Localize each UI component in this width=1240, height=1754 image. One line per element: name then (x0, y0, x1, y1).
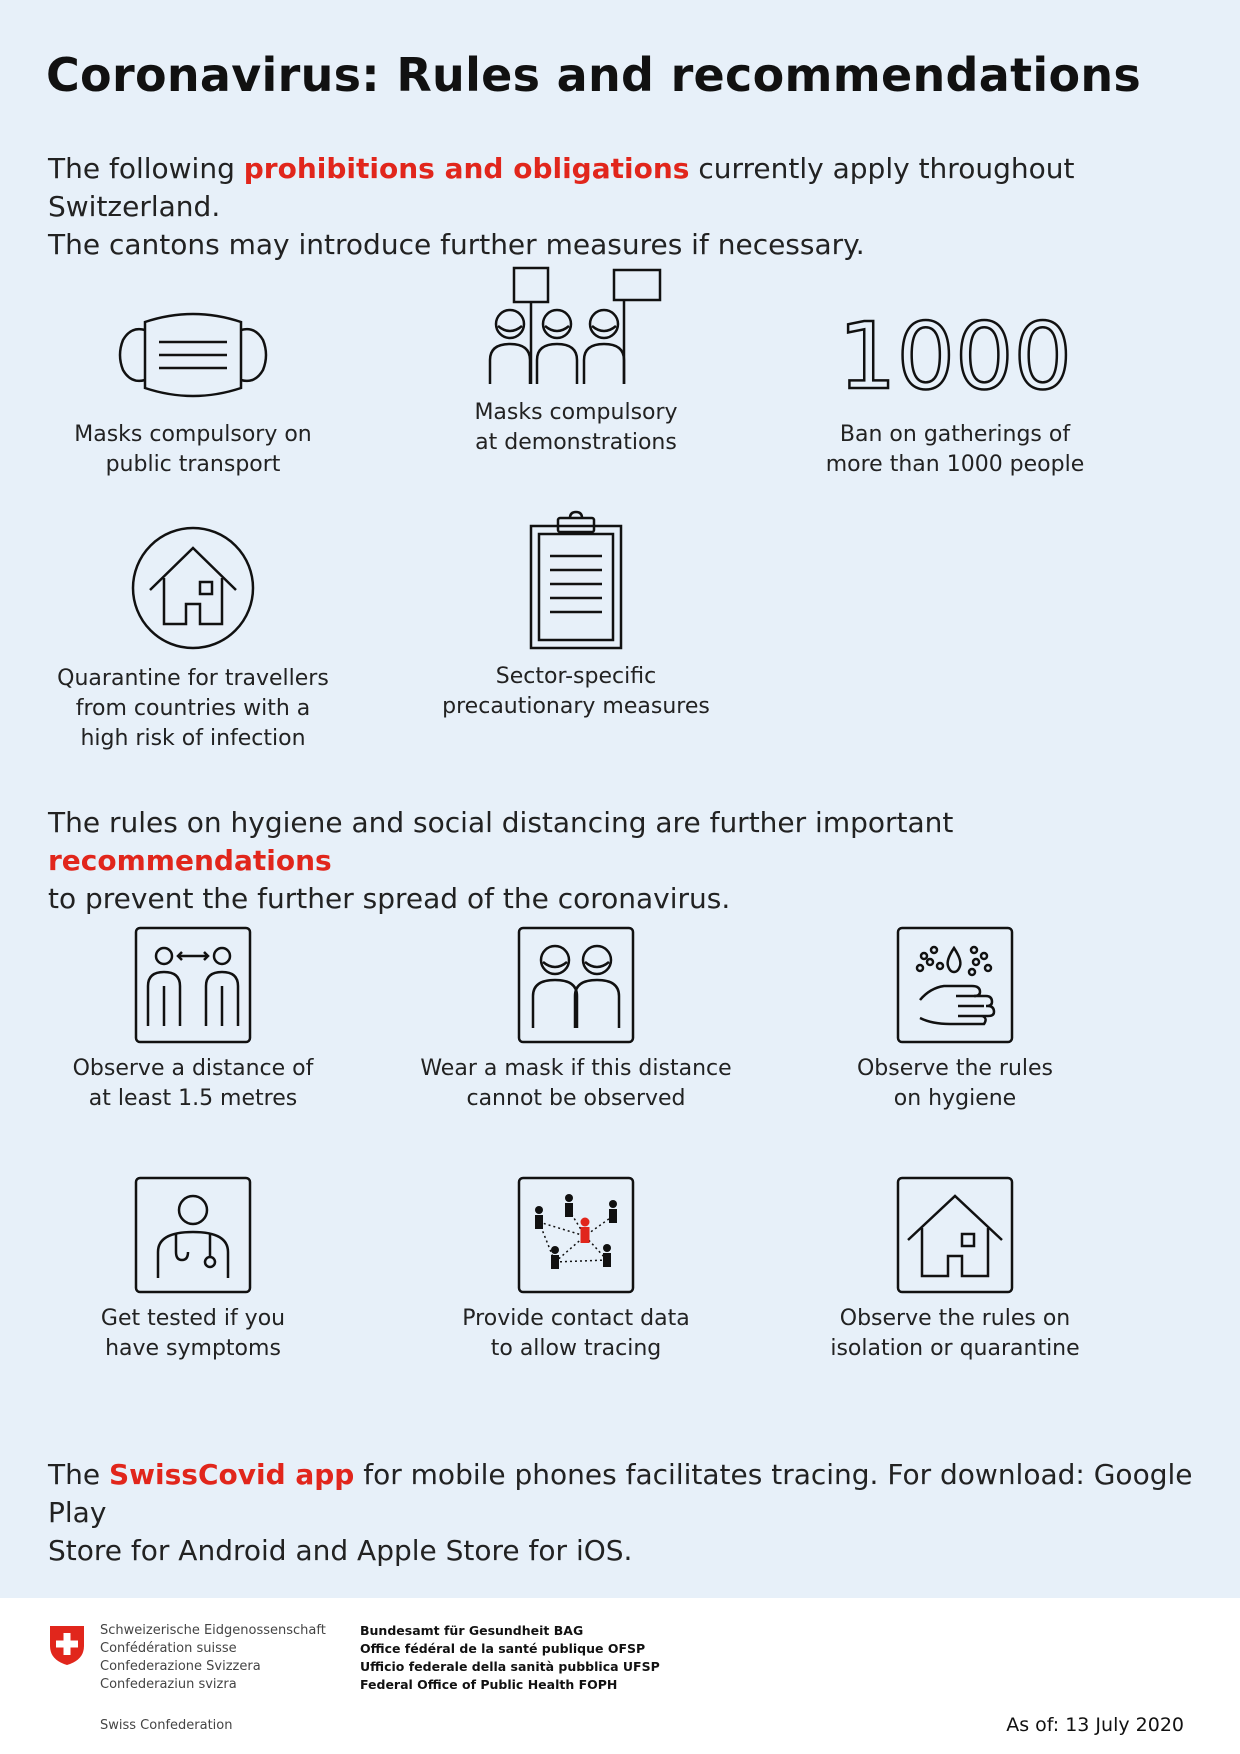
number-1000-icon (837, 300, 1073, 410)
office-names (360, 1622, 660, 1694)
office-it: Ufficio federale della sanità pubblica UFSP (360, 1659, 660, 1674)
confederation-it: Confederazione Svizzera (100, 1659, 261, 1674)
rec-text-1: The rules on hygiene and social distancing are further important (48, 806, 954, 839)
rule-sector-measures (416, 512, 736, 722)
rule-gatherings-ban (810, 300, 1100, 480)
office-de: Bundesamt für Gesundheit BAG (360, 1623, 584, 1638)
rule-masks-public-transport (53, 300, 333, 480)
app-paragraph (48, 1456, 1208, 1570)
confederation-names (100, 1622, 326, 1694)
house-icon (896, 1176, 1014, 1294)
rule-label: Sector-specific precautionary measures (442, 664, 710, 719)
rec-line-2: to prevent the further spread of the coronavirus. (48, 882, 731, 915)
rule-label: Ban on gatherings of more than 1000 people (825, 422, 1085, 477)
confederation-fr: Confédération suisse (100, 1641, 237, 1656)
gathering-number: 1000 (837, 303, 1073, 410)
rec-isolation (810, 1176, 1100, 1364)
rule-label: Masks compulsory at demonstrations (474, 400, 678, 455)
office-fr: Office fédéral de la santé publique OFSP (360, 1641, 646, 1656)
contact-tracing-icon (517, 1176, 635, 1294)
footer (0, 1598, 1240, 1754)
app-text-2: for mobile phones facilitates tracing. For download: Google Play (48, 1458, 1193, 1529)
page-title: Coronavirus: Rules and recommendations (46, 48, 1142, 102)
intro-text-1: The following (48, 152, 244, 185)
distance-people-icon (134, 926, 252, 1044)
rec-label: Get tested if you have symptoms (100, 1306, 286, 1361)
intro-highlight: prohibitions and obligations (243, 152, 690, 185)
confederation-de: Schweizerische Eidgenossenschaft (100, 1623, 326, 1638)
house-circle-icon (128, 524, 258, 654)
rec-wear-mask (416, 926, 736, 1114)
office-en: Federal Office of Public Health FOPH (360, 1677, 618, 1692)
intro-text-2: currently apply throughout Switzerland. (48, 152, 1075, 223)
rec-label: Observe the rules on hygiene (856, 1056, 1054, 1111)
face-mask-icon (113, 300, 273, 410)
recommendations-paragraph (48, 804, 1208, 918)
as-of-date: As of: 13 July 2020 (1006, 1714, 1184, 1736)
app-line-2: Store for Android and Apple Store for iOS. (48, 1534, 633, 1567)
demonstration-icon (486, 262, 666, 388)
rec-label: Provide contact data to allow tracing (462, 1306, 690, 1361)
rec-label: Wear a mask if this distance cannot be observed (420, 1056, 732, 1111)
rec-distance (53, 926, 333, 1114)
rec-highlight: recommendations (48, 844, 332, 877)
clipboard-icon (526, 512, 626, 652)
rule-label: Masks compulsory on public transport (74, 422, 312, 477)
swiss-confederation: Swiss Confederation (100, 1718, 233, 1733)
confederation-rm: Confederaziun svizra (100, 1677, 237, 1692)
swiss-coat-of-arms-icon (48, 1624, 86, 1666)
rule-masks-demonstrations (426, 262, 726, 458)
rule-label: Quarantine for travellers from countries with a high risk of infection (57, 666, 329, 751)
app-highlight: SwissCovid app (108, 1458, 355, 1491)
rec-label: Observe a distance of at least 1.5 metres (72, 1056, 314, 1111)
rec-contact-tracing (416, 1176, 736, 1364)
masked-people-icon (517, 926, 635, 1044)
rec-label: Observe the rules on isolation or quarantine (830, 1306, 1080, 1361)
intro-line-2: The cantons may introduce further measures if necessary. (48, 228, 865, 261)
rec-get-tested (53, 1176, 333, 1364)
hand-washing-icon (896, 926, 1014, 1044)
intro-paragraph (48, 150, 1208, 264)
rec-hygiene (810, 926, 1100, 1114)
app-text-1: The (48, 1458, 109, 1491)
doctor-icon (134, 1176, 252, 1294)
rule-quarantine-travellers (53, 524, 333, 754)
